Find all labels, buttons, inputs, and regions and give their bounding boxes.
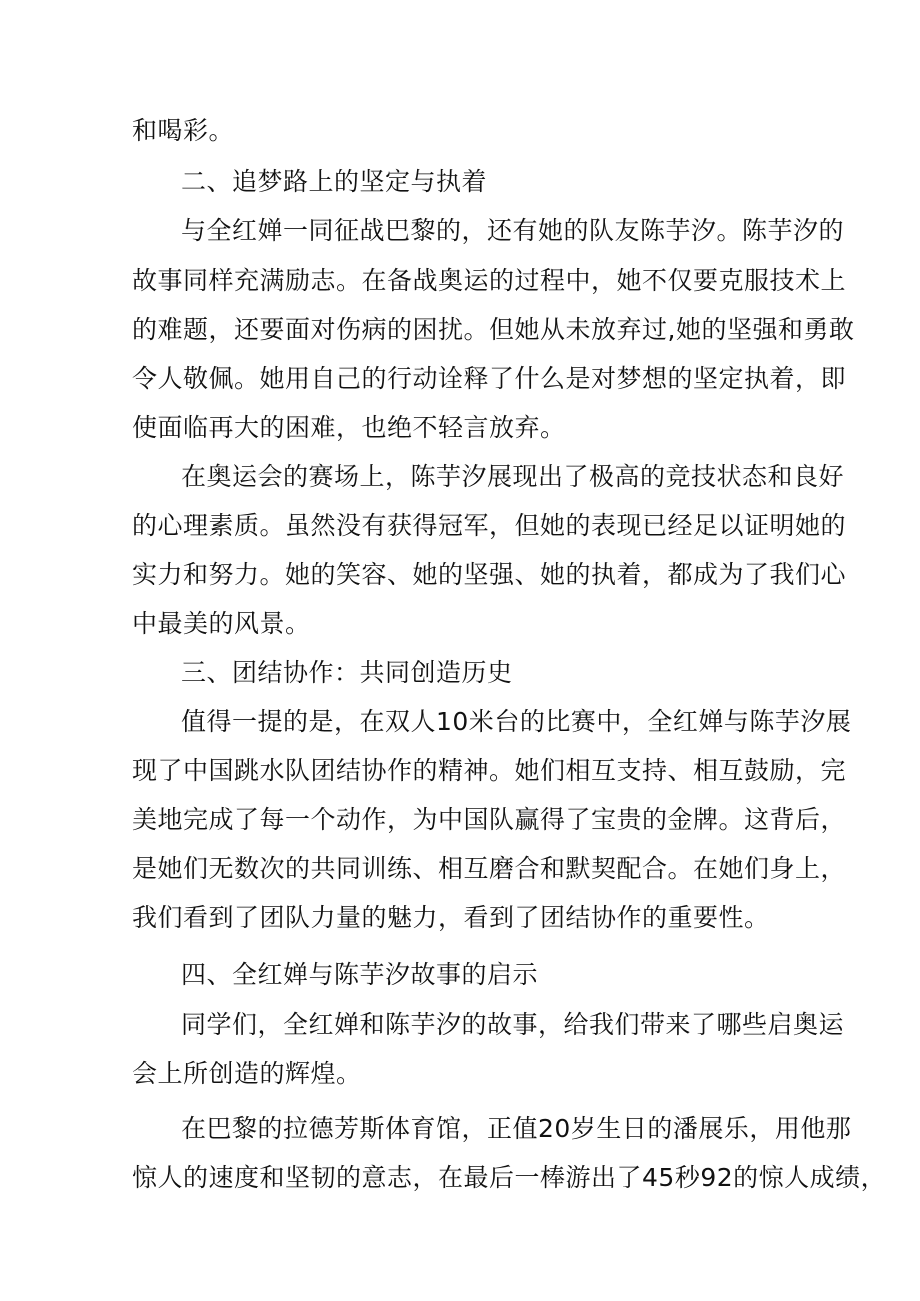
text-line: 我们看到了团队力量的魅力，看到了团结协作的重要性。 bbox=[132, 903, 770, 932]
text-line: 是她们无数次的共同训练、相互磨合和默契配合。在她们身上， bbox=[132, 854, 847, 883]
text-line: 会上所创造的辉煌。 bbox=[132, 1059, 362, 1088]
text-line: 故事同样充满励志。在备战奥运的过程中，她不仅要克服技术上 bbox=[132, 266, 847, 295]
section-heading: 四、全红婵与陈芋汐故事的启示 bbox=[181, 960, 539, 989]
text-line: 同学们，全红婵和陈芋汐的故事，给我们带来了哪些启奥运 bbox=[181, 1010, 845, 1039]
text-line: 的难题，还要面对伤病的困扰。但她从未放弃过,她的坚强和勇敢 bbox=[132, 315, 855, 344]
text-line: 惊人的速度和坚韧的意志，在最后一棒游出了45秒92的惊人成绩， bbox=[132, 1163, 887, 1192]
text-line: 的心理素质。虽然没有获得冠军，但她的表现已经足以证明她的 bbox=[132, 511, 847, 540]
text-line: 值得一提的是，在双人10米台的比赛中，全红婵与陈芋汐展 bbox=[181, 707, 852, 736]
text-line: 现了中国跳水队团结协作的精神。她们相互支持、相互鼓励，完 bbox=[132, 756, 847, 785]
text-line: 在巴黎的拉德芳斯体育馆，正值20岁生日的潘展乐，用他那 bbox=[181, 1114, 852, 1143]
text-line: 在奥运会的赛场上，陈芋汐展现出了极高的竞技状态和良好 bbox=[181, 462, 845, 491]
text-line: 与全红婵一同征战巴黎的，还有她的队友陈芋汐。陈芋汐的 bbox=[181, 216, 845, 245]
text-line: 和喝彩。 bbox=[132, 116, 235, 145]
section-heading: 二、追梦路上的坚定与执着 bbox=[181, 167, 488, 196]
text-line: 使面临再大的困难，也绝不轻言放弃。 bbox=[132, 413, 566, 442]
text-line: 中最美的风景。 bbox=[132, 609, 311, 638]
text-line: 实力和努力。她的笑容、她的坚强、她的执着，都成为了我们心 bbox=[132, 560, 847, 589]
section-heading: 三、团结协作：共同创造历史 bbox=[181, 658, 513, 687]
text-line: 令人敬佩。她用自己的行动诠释了什么是对梦想的坚定执着，即 bbox=[132, 364, 847, 393]
text-line: 美地完成了每一个动作，为中国队赢得了宝贵的金牌。这背后， bbox=[132, 805, 847, 834]
